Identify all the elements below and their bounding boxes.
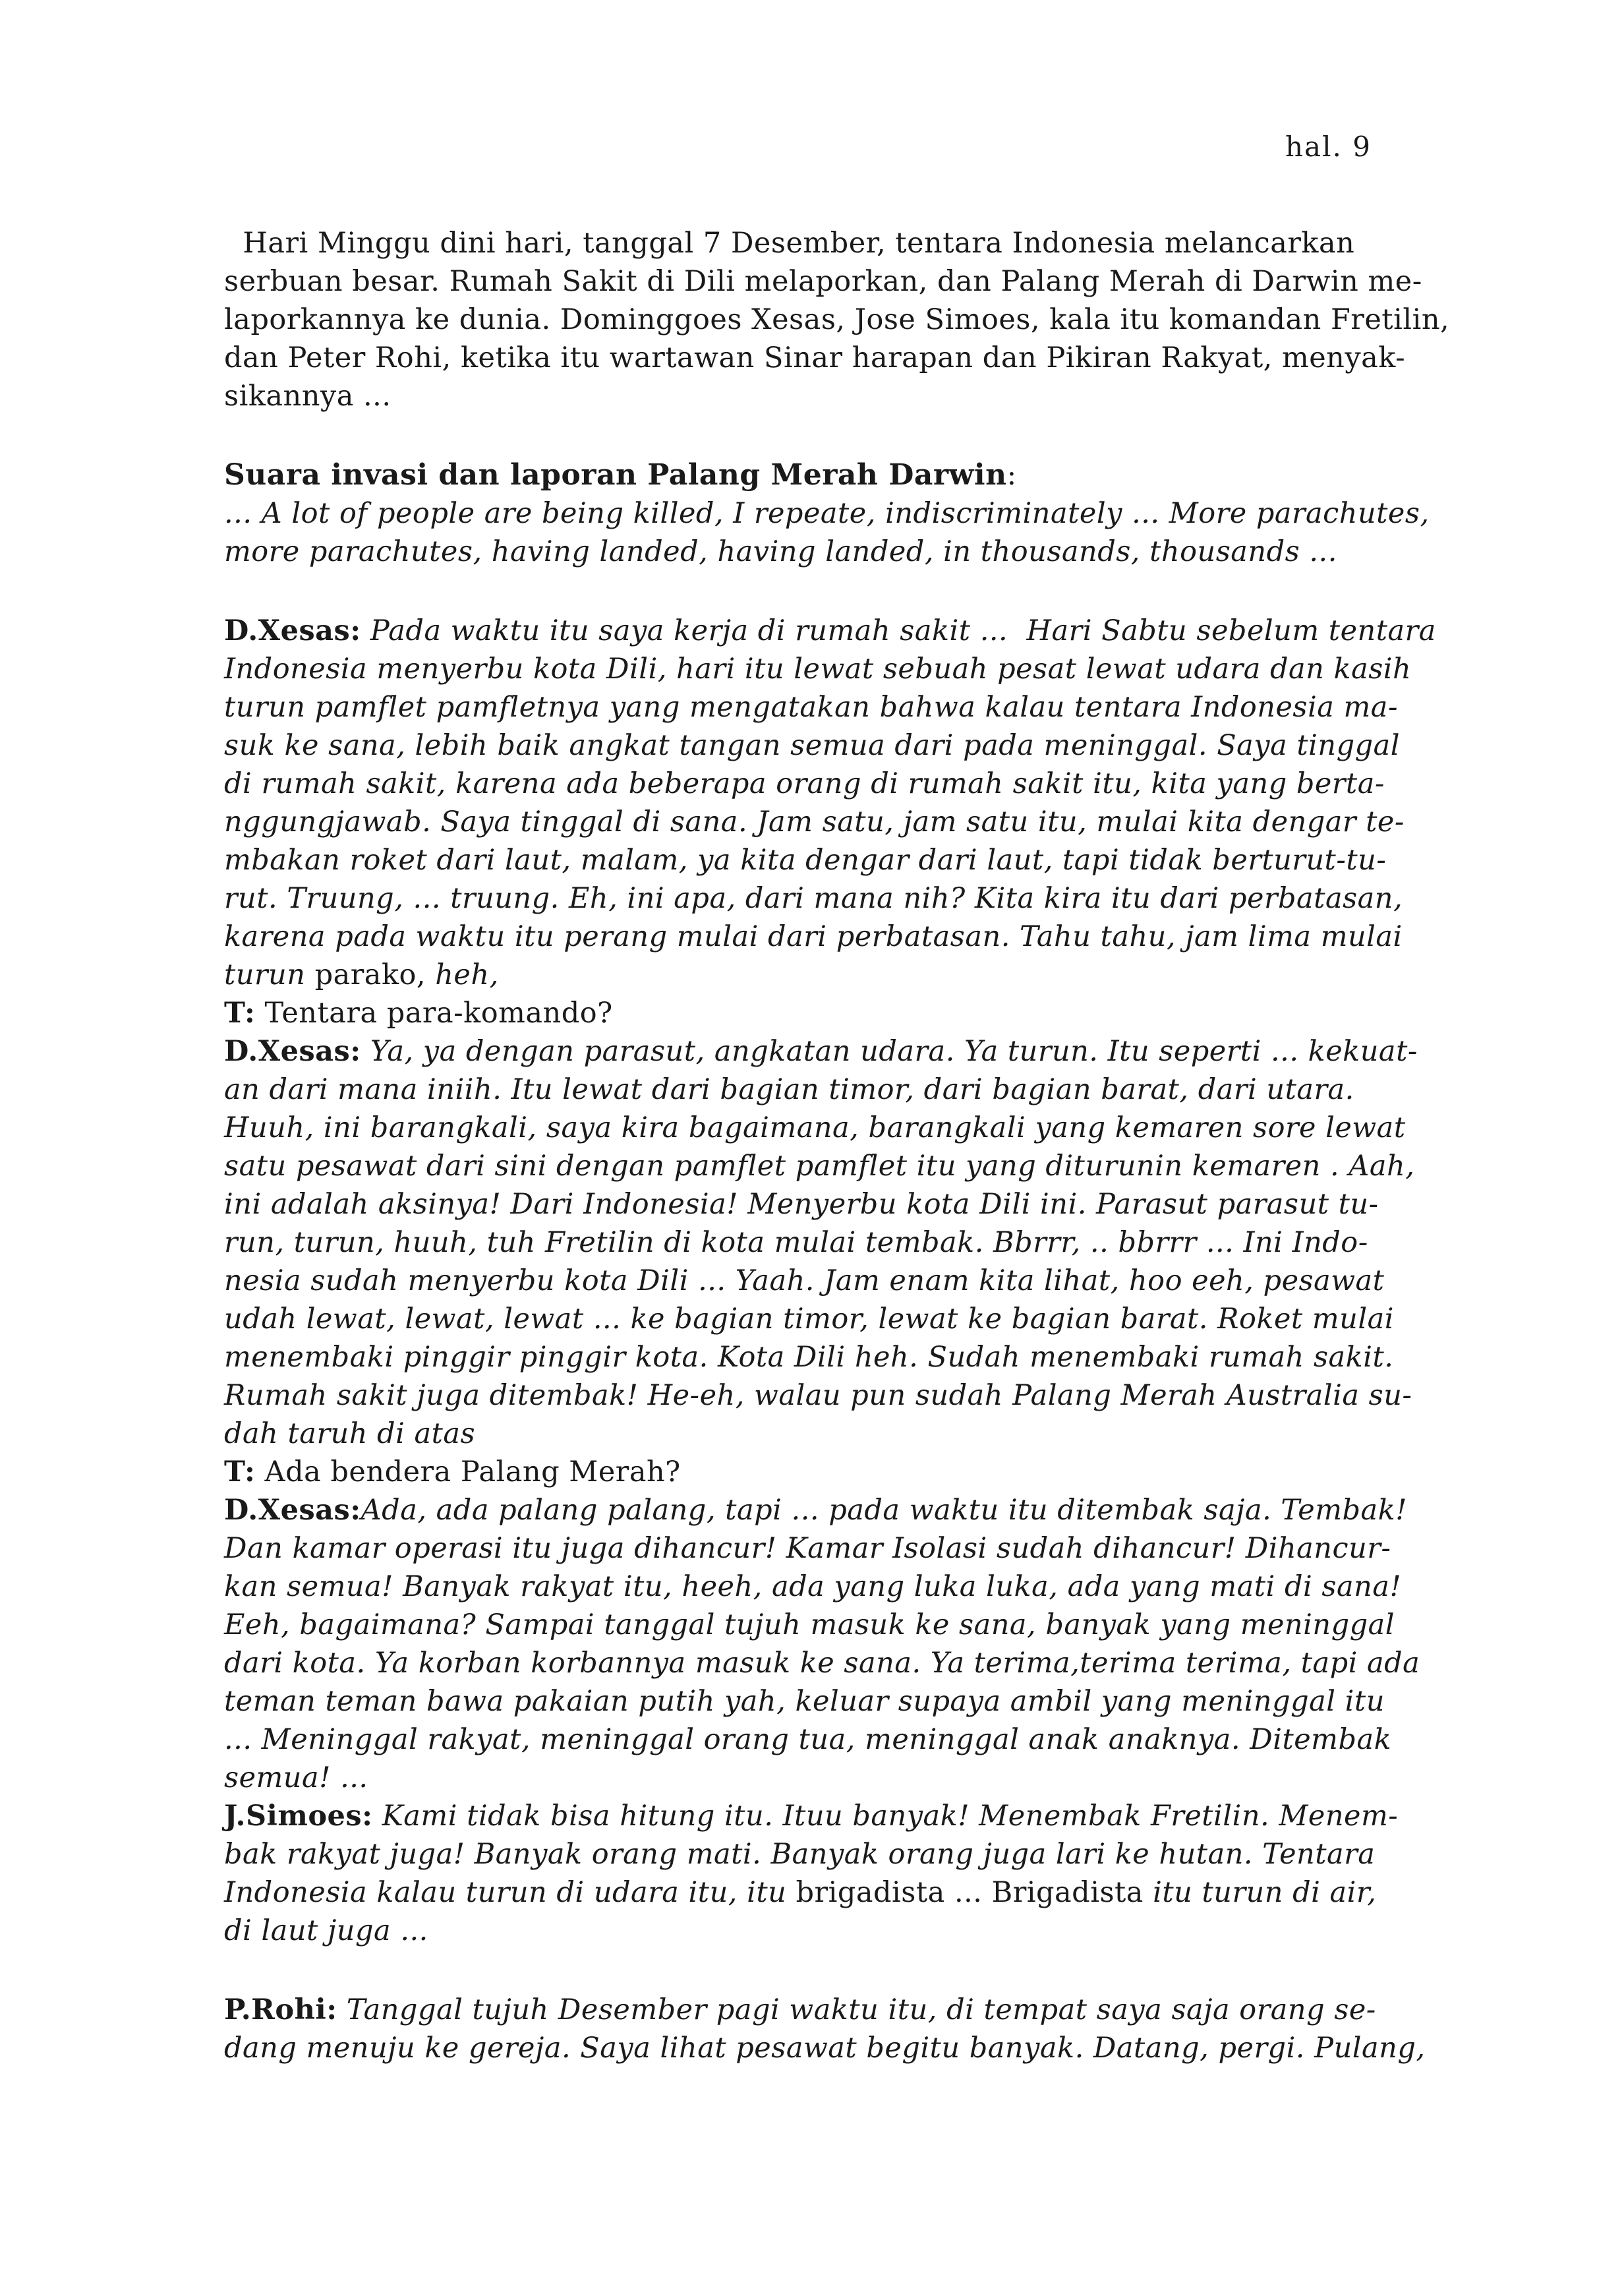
dialogue-line: Dan kamar operasi itu juga dihancur! Kamar Isolasi sudah dihancur! Dihancur- — [224, 1532, 1391, 1565]
intro-line: laporkannya ke dunia. Dominggoes Xesas, Jose Simoes, kala itu komandan Fretilin, — [224, 303, 1450, 336]
dialogue-text: heh, — [426, 958, 499, 991]
dialogue-text: Tanggal tujuh Desember pagi waktu itu, di tempat saya saja orang se- — [337, 1993, 1376, 2026]
dialogue-line: di rumah sakit, karena ada beberapa orang di rumah sakit itu, kita yang berta- — [224, 767, 1385, 800]
dialogue-line: dah taruh di atas — [224, 1417, 476, 1450]
dialogue-line: bak rakyat juga! Banyak orang mati. Banyak orang juga lari ke hutan. Tentara — [224, 1838, 1376, 1871]
dialogue-text: Ya, ya dengan parasut, angkatan udara. Ya turun. Itu seperti ... kekuat- — [361, 1035, 1418, 1068]
dialogue-line: semua! ... — [224, 1761, 368, 1794]
dialogue-text: parako, — [314, 958, 426, 991]
intro-line: Hari Minggu dini hari, tanggal 7 Desember, tentara Indonesia melancarkan — [224, 227, 1355, 260]
dialogue-line: mbakan roket dari laut, malam, ya kita dengar dari laut, tapi tidak berturut-tu- — [224, 844, 1387, 877]
dialogue-xesas-3 — [224, 1491, 1437, 1797]
dialogue-line: rut. Truung, ... truung. Eh, ini apa, dari mana nih? Kita kira itu dari perbatasan, — [224, 882, 1403, 915]
dialogue-line: nggungjawab. Saya tinggal di sana. Jam satu, jam satu itu, mulai kita dengar te- — [224, 806, 1405, 838]
dialogue-line: kan semua! Banyak rakyat itu, heeh, ada yang luka luka, ada yang mati di sana! — [224, 1570, 1402, 1603]
dialogue-text: itu turun di air, — [1143, 1876, 1377, 1909]
heading-colon: : — [1006, 459, 1017, 492]
dialogue-simoes — [224, 1797, 1437, 1950]
dialogue-xesas-1 — [224, 612, 1437, 994]
dialogue-line: udah lewat, lewat, lewat ... ke bagian timor, lewat ke bagian barat. Roket mulai — [224, 1303, 1394, 1336]
dialogue-line: teman teman bawa pakaian putih yah, keluar supaya ambil yang meninggal itu — [224, 1685, 1385, 1718]
question-2 — [224, 1453, 1437, 1491]
intro-line: serbuan besar. Rumah Sakit di Dili melaporkan, dan Palang Merah di Darwin me- — [224, 265, 1422, 298]
question-text: Tentara para-komando? — [255, 997, 613, 1030]
quote-line: ... A lot of people are being killed, I repeate, indiscriminately ... More parachutes, — [224, 497, 1430, 530]
dialogue-text: brigadista ... Brigadista — [796, 1876, 1144, 1909]
dialogue-line: Rumah sakit juga ditembak! He-eh, walau pun sudah Palang Merah Australia su- — [224, 1379, 1412, 1412]
dialogue-line: karena pada waktu itu perang mulai dari perbatasan. Tahu tahu, jam lima mulai — [224, 920, 1403, 953]
dialogue-line: turun pamflet pamfletnya yang mengatakan bahwa kalau tentara Indonesia ma- — [224, 691, 1398, 724]
quote-block — [224, 494, 1437, 571]
dialogue-text: turun — [224, 958, 315, 991]
intro-line: sikannya ... — [224, 380, 392, 413]
speaker-label: T: — [224, 1456, 256, 1488]
heading-title: Suara invasi dan laporan Palang Merah Darwin — [224, 458, 1007, 492]
speaker-label: D.Xesas: — [224, 614, 361, 647]
dialogue-line: Huuh, ini barangkali, saya kira bagaimana, barangkali yang kemaren sore lewat — [224, 1111, 1406, 1144]
dialogue-xesas-2 — [224, 1032, 1437, 1453]
dialogue-line: run, turun, huuh, tuh Fretilin di kota mulai tembak. Bbrrr, .. bbrrr ... Ini Indo- — [224, 1226, 1368, 1259]
speaker-label: T: — [224, 997, 256, 1030]
dialogue-line: Eeh, bagaimana? Sampai tanggal tujuh masuk ke sana, banyak yang meninggal — [224, 1608, 1395, 1641]
intro-paragraph — [224, 224, 1450, 415]
quote-line: more parachutes, having landed, having landed, in thousands, thousands ... — [224, 535, 1337, 568]
dialogue-line: ... Meninggal rakyat, meninggal orang tua, meninggal anak anaknya. Ditembak — [224, 1723, 1392, 1756]
dialogue-text: Kami tidak bisa hitung itu. Ituu banyak! Menembak Fretilin. Menem- — [372, 1800, 1399, 1833]
speaker-label: D.Xesas: — [224, 1494, 361, 1527]
speaker-label: P.Rohi: — [224, 1993, 337, 2026]
speaker-label: J.Simoes: — [224, 1800, 373, 1833]
dialogue-text: Indonesia kalau turun di udara itu, itu — [224, 1876, 796, 1909]
dialogue-line: suk ke sana, lebih baik angkat tangan semua dari pada meninggal. Saya tinggal — [224, 729, 1401, 762]
page-number: hal. 9 — [1285, 131, 1372, 163]
dialogue-rohi — [224, 1991, 1437, 2067]
page-body — [224, 224, 1450, 2067]
dialogue-line: menembaki pinggir pinggir kota. Kota Dili heh. Sudah menembaki rumah sakit. — [224, 1341, 1394, 1374]
dialogue-line: dari kota. Ya korban korbannya masuk ke sana. Ya terima,terima terima, tapi ada — [224, 1647, 1420, 1680]
question-1 — [224, 994, 1437, 1032]
dialogue-line: Indonesia menyerbu kota Dili, hari itu lewat sebuah pesat lewat udara dan kasih — [224, 653, 1412, 686]
section-heading — [224, 456, 1437, 494]
dialogue-text: Pada waktu itu saya kerja di rumah sakit ... Hari Sabtu sebelum tentara — [361, 614, 1436, 647]
dialogue-line: dang menuju ke gereja. Saya lihat pesawat begitu banyak. Datang, pergi. Pulang, — [224, 2032, 1426, 2065]
dialogue-line: an dari mana iniih. Itu lewat dari bagian timor, dari bagian barat, dari utara. — [224, 1073, 1354, 1106]
dialogue-line: di laut juga ... — [224, 1914, 428, 1947]
intro-line: dan Peter Rohi, ketika itu wartawan Sinar harapan dan Pikiran Rakyat, menyak- — [224, 341, 1406, 374]
dialogue-line: nesia sudah menyerbu kota Dili ... Yaah. Jam enam kita lihat, hoo eeh, pesawat — [224, 1264, 1385, 1297]
question-text: Ada bendera Palang Merah? — [255, 1456, 681, 1488]
dialogue-text: Ada, ada palang palang, tapi ... pada waktu itu ditembak saja. Tembak! — [361, 1494, 1407, 1527]
dialogue-line: ini adalah aksinya! Dari Indonesia! Menyerbu kota Dili ini. Parasut parasut tu- — [224, 1188, 1379, 1221]
dialogue-line: satu pesawat dari sini dengan pamflet pamflet itu yang diturunin kemaren . Aah, — [224, 1150, 1415, 1183]
speaker-label: D.Xesas: — [224, 1035, 361, 1068]
